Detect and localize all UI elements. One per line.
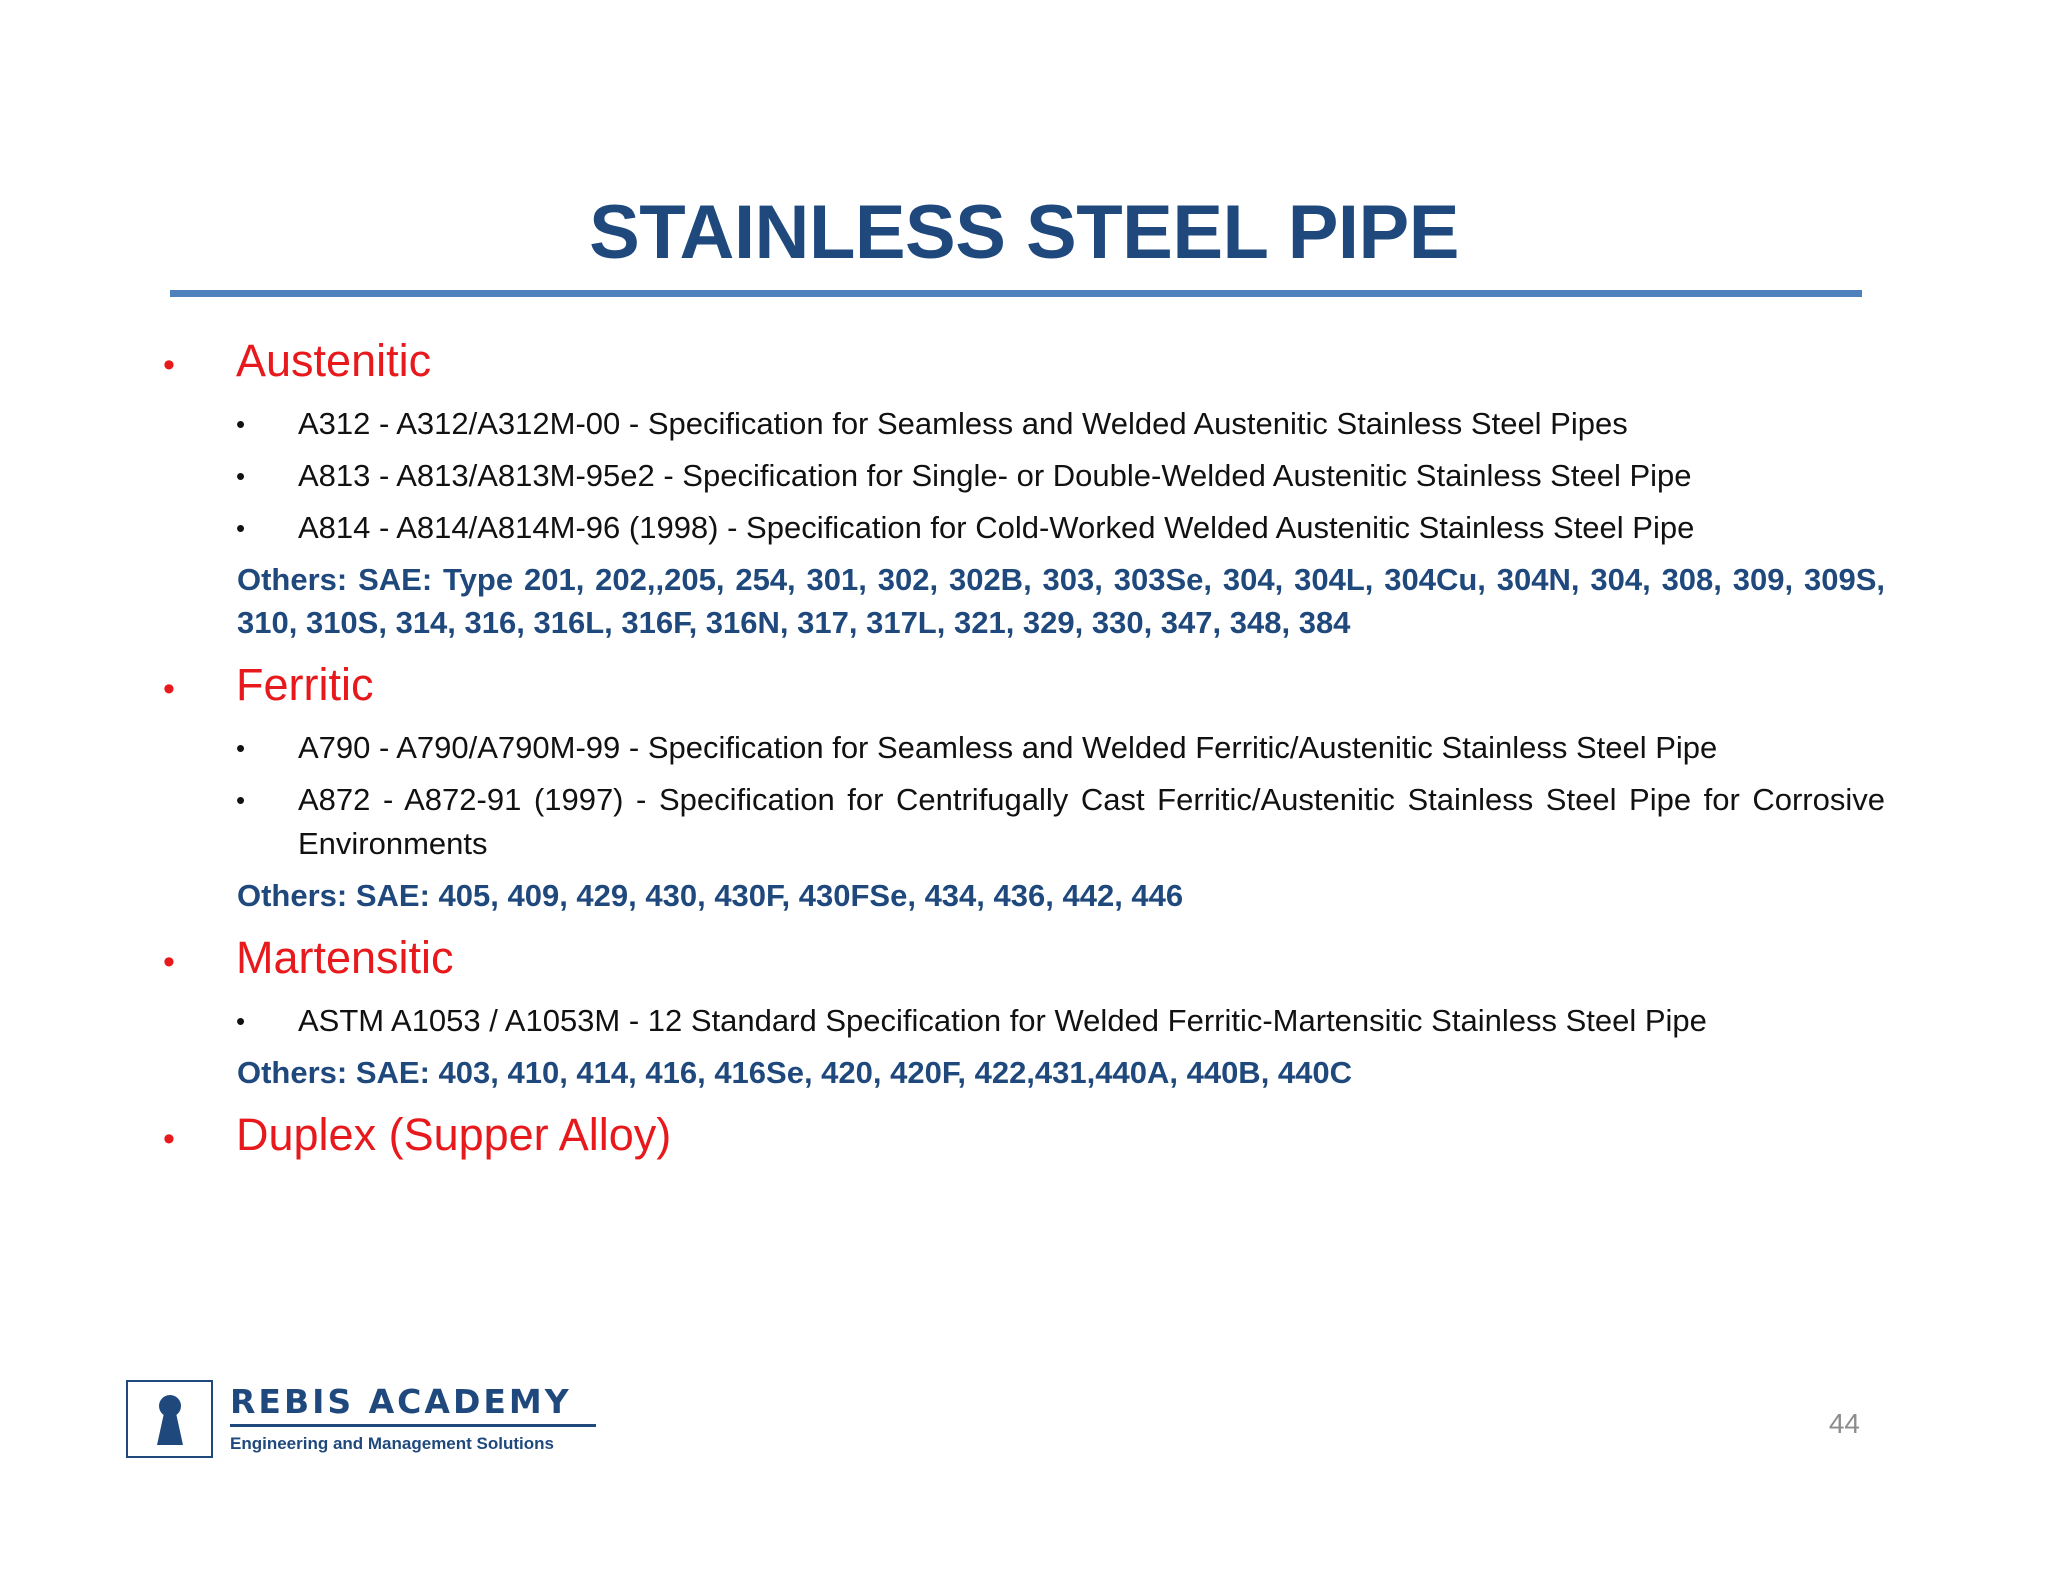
section-ferritic bbox=[160, 654, 1885, 917]
section-heading-row bbox=[160, 330, 1885, 396]
others-grades: Others: SAE: 403, 410, 414, 416, 416Se, 420, 420F, 422,431,440A, 440B, 440C bbox=[237, 1055, 1353, 1090]
bullet: • bbox=[163, 943, 175, 981]
others-grades: Others: SAE: Type 201, 202,,205, 254, 301, 302, 302B, 303, 303Se, 304, 304L, 304Cu, 304N, 304, 308, 309, 309S, 310, 310S, 314, 316, 316L, 316F, 316N, 317, 317L, 321, 329, 330, 347, 348, 384 bbox=[237, 562, 1885, 640]
spec-text: A814 - A814/A814M-96 (1998) - Specification for Cold-Worked Welded Austenitic Stainless Steel Pipe bbox=[298, 510, 1695, 545]
section-heading: Martensitic bbox=[236, 932, 454, 983]
page-number: 44 bbox=[1828, 1408, 1860, 1439]
list-item bbox=[160, 454, 1885, 498]
logo-name: REBIS ACADEMY bbox=[230, 1382, 572, 1421]
section-heading-row bbox=[160, 1104, 1885, 1170]
spec-text: A813 - A813/A813M-95e2 - Specification for Single- or Double-Welded Austenitic Stainless Steel Pipe bbox=[298, 458, 1692, 493]
section-austenitic bbox=[160, 330, 1885, 644]
logo-divider bbox=[230, 1424, 596, 1427]
bullet: • bbox=[236, 785, 246, 815]
slide-title: STAINLESS STEEL PIPE bbox=[589, 190, 1459, 275]
bullet: • bbox=[236, 513, 246, 543]
content-area bbox=[160, 330, 1885, 1176]
spec-text: A312 - A312/A312M-00 - Specification for Seamless and Welded Austenitic Stainless Steel Pipes bbox=[298, 406, 1628, 441]
section-heading-row bbox=[160, 927, 1885, 993]
section-martensitic bbox=[160, 927, 1885, 1094]
list-item bbox=[160, 506, 1885, 550]
spec-text: A872 - A872-91 (1997) - Specification for Centrifugally Cast Ferritic/Austenitic Stainless Steel Pipe for Corrosive Environments bbox=[298, 782, 1885, 861]
section-heading-row bbox=[160, 654, 1885, 720]
spec-text: ASTM A1053 / A1053M - 12 Standard Specification for Welded Ferritic-Martensitic Stainless Steel Pipe bbox=[298, 1003, 1707, 1038]
list-item bbox=[160, 402, 1885, 446]
bullet: • bbox=[236, 409, 246, 439]
bullet: • bbox=[236, 461, 246, 491]
section-heading: Austenitic bbox=[236, 335, 432, 386]
logo-emblem bbox=[126, 1380, 213, 1458]
bullet: • bbox=[236, 1006, 246, 1036]
list-item bbox=[160, 726, 1885, 770]
bullet: • bbox=[163, 346, 175, 384]
section-heading: Ferritic bbox=[236, 659, 374, 710]
section-heading: Duplex (Supper Alloy) bbox=[236, 1109, 672, 1160]
bullet: • bbox=[163, 1120, 175, 1158]
logo-tagline: Engineering and Management Solutions bbox=[230, 1434, 554, 1453]
list-item bbox=[160, 778, 1885, 866]
bullet: • bbox=[163, 670, 175, 708]
keyhole-icon bbox=[150, 1391, 190, 1447]
title-divider bbox=[170, 290, 1862, 297]
rebis-academy-logo bbox=[126, 1380, 606, 1462]
bullet: • bbox=[236, 733, 246, 763]
section-duplex bbox=[160, 1104, 1885, 1170]
others-grades: Others: SAE: 405, 409, 429, 430, 430F, 430FSe, 434, 436, 442, 446 bbox=[237, 878, 1184, 913]
spec-text: A790 - A790/A790M-99 - Specification for Seamless and Welded Ferritic/Austenitic Stainless Steel Pipe bbox=[298, 730, 1718, 765]
list-item bbox=[160, 999, 1885, 1043]
